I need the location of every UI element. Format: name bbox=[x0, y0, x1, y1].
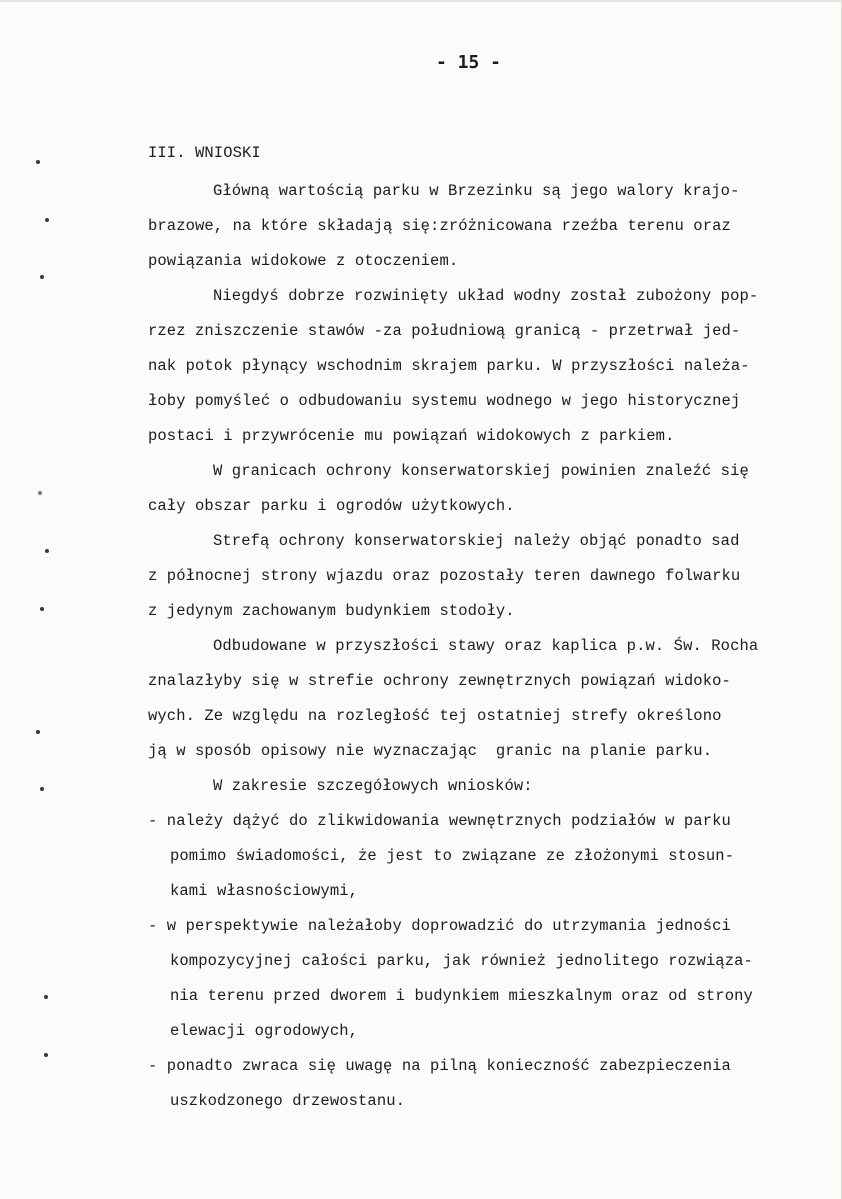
text-line: rzez zniszczenie stawów -za południową granicą - przetrwał jed- bbox=[148, 322, 741, 340]
scan-dot bbox=[40, 607, 44, 611]
scan-dot bbox=[36, 730, 40, 734]
scan-dot bbox=[36, 160, 40, 164]
text-line: łoby pomyśleć o odbudowaniu systemu wodnego w jego historycznej bbox=[148, 392, 741, 410]
text-line: znalazłyby się w strefie ochrony zewnętrznych powiązań widoko- bbox=[148, 672, 731, 690]
text-line: Odbudowane w przyszłości stawy oraz kaplica p.w. Św. Rocha bbox=[213, 637, 759, 655]
text-line: Niegdyś dobrze rozwinięty układ wodny został zubożony pop- bbox=[213, 287, 759, 305]
text-line: ją w sposób opisowy nie wyznaczając granic na planie parku. bbox=[148, 742, 713, 760]
text-line: z jedynym zachowanym budynkiem stodoły. bbox=[148, 602, 515, 620]
scan-dot bbox=[44, 1053, 48, 1057]
list-item-line: elewacji ogrodowych, bbox=[170, 1022, 359, 1040]
scan-dot bbox=[40, 787, 44, 791]
list-item-line: - należy dążyć do zlikwidowania wewnętrznych podziałów w parku bbox=[148, 812, 731, 830]
page-number: - 15 - bbox=[436, 52, 502, 73]
section-heading: III. WNIOSKI bbox=[148, 144, 261, 162]
text-line: z północnej strony wjazdu oraz pozostały teren dawnego folwarku bbox=[148, 567, 741, 585]
list-item-line: - ponadto zwraca się uwagę na pilną konieczność zabezpieczenia bbox=[148, 1057, 731, 1075]
list-item-line: kompozycyjnej całości parku, jak również jednolitego rozwiąza- bbox=[170, 952, 753, 970]
scan-dot bbox=[40, 275, 44, 279]
list-item-line: - w perspektywie należałoby doprowadzić do utrzymania jedności bbox=[148, 917, 731, 935]
list-item-line: pomimo świadomości, że jest to związane ze złożonymi stosun- bbox=[170, 847, 735, 865]
text-line: powiązania widokowe z otoczeniem. bbox=[148, 252, 459, 270]
text-line: Strefą ochrony konserwatorskiej należy objąć ponadto sad bbox=[213, 532, 740, 550]
scan-dot bbox=[38, 491, 42, 495]
scan-dot bbox=[45, 549, 49, 553]
list-item-line: nia terenu przed dworem i budynkiem mieszkalnym oraz od strony bbox=[170, 987, 753, 1005]
text-line: W granicach ochrony konserwatorskiej powinien znaleźć się bbox=[213, 462, 749, 480]
text-line: brazowe, na które składają się:zróżnicowana rzeźba terenu oraz bbox=[148, 217, 731, 235]
text-line: cały obszar parku i ogrodów użytkowych. bbox=[148, 497, 515, 515]
text-line: Główną wartością parku w Brzezinku są jego walory krajo- bbox=[213, 182, 740, 200]
list-item-line: uszkodzonego drzewostanu. bbox=[170, 1092, 406, 1110]
scan-dot bbox=[45, 218, 49, 222]
list-item-line: kami własnościowymi, bbox=[170, 882, 359, 900]
text-line: wych. Ze względu na rozległość tej ostatniej strefy określono bbox=[148, 707, 722, 725]
text-line: nak potok płynący wschodnim skrajem parku. W przyszłości należa- bbox=[148, 357, 750, 375]
text-line: postaci i przywrócenie mu powiązań widokowych z parkiem. bbox=[148, 427, 675, 445]
text-line: W zakresie szczegółowych wniosków: bbox=[213, 777, 533, 795]
scan-dot bbox=[44, 995, 48, 999]
